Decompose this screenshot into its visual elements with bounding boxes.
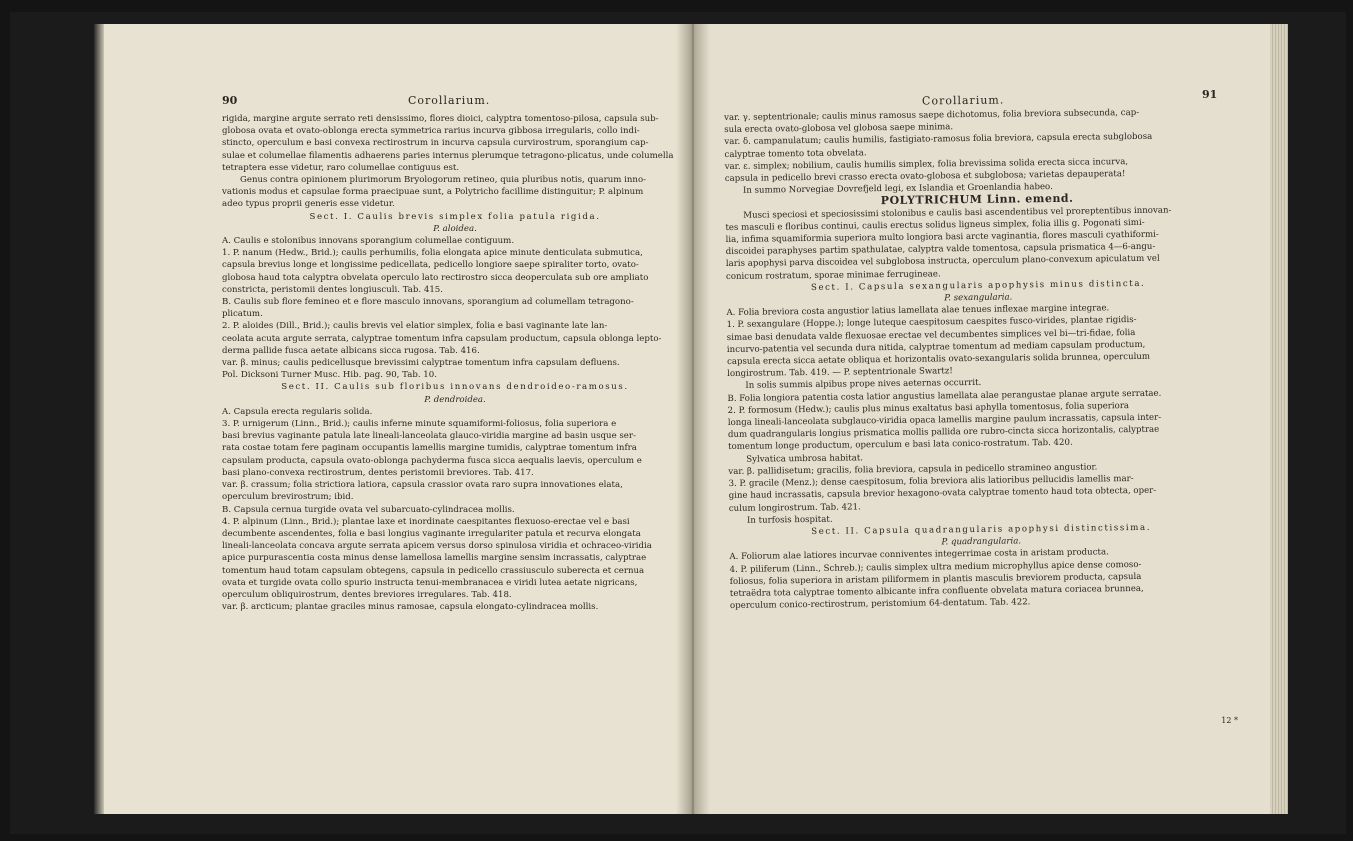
left-text-line: Sect. II. Caulis sub floribus innovans dendroideo-ramosus. — [281, 382, 629, 393]
right-page-number: 91 — [1202, 88, 1218, 101]
left-text-line: rigida, margine argute serrato reti densissimo, flores dioici, calyptra tomentoso-pilosa, capsula sub- — [222, 114, 659, 124]
right-running-head: Corollarium. — [921, 93, 1005, 108]
right-body-text — [724, 106, 1234, 612]
right-text-line: 4. P. piliferum (Linn., Schreb.); caulis simplex ultra medium microphyllus apice dense comoso- — [729, 559, 1142, 575]
right-text-line: A. Folia breviora costa angustior latius lamellata alae tenues inflexae margine integrae. — [726, 303, 1110, 319]
left-running-head: Corollarium. — [408, 94, 491, 107]
left-text-line: ovata et turgide ovata collo spurio instructa tenui-membranacea e viridi lutea aetate nigricans, — [222, 577, 638, 588]
right-text-line: incurvo-patentia vel secunda dura nitida, calyptrae tomentum ad mediam capsulam productum, — [726, 339, 1146, 355]
left-text-line: Genus contra opinionem plurimorum Bryologorum retineo, quia pluribus notis, quarum inno- — [240, 175, 647, 186]
left-text-line: operculum brevirostrum; ibid. — [222, 492, 354, 503]
right-text-line: gine haud incrassatis, capsula brevior hexagono-ovata calyptrae tomento haud tota obtecta, oper- — [728, 486, 1157, 502]
left-text-line: decumbente ascendentes, folia e basi longius vaginante irregulariter patula et recurva elongata — [222, 528, 641, 539]
left-text-line: B. Caulis sub flore femineo et e flore masculo innovans, sporangium ad columellam tetragono- — [222, 297, 634, 308]
right-text-line: A. Foliorum alae latiores incurvae conniventes integerrimae costa in aristam producta. — [729, 547, 1109, 563]
left-text-line: 1. P. nanum (Hedw., Brid.); caulis perhumilis, folia elongata apice minute denticulata submutica, — [222, 248, 643, 259]
right-text-line: longa lineali-lanceolata subglauco-viridia opaca lamellis margine paulum incrassatis, capsula inter- — [727, 412, 1162, 429]
right-page — [690, 24, 1270, 814]
left-text-line: constricta, peristomii dentes longiusculi. Tab. 415. — [222, 284, 444, 295]
right-text-line: 3. P. gracile (Menz.); dense caespitosum, folia breviora alis latioribus pellucidis lamellis mar- — [728, 474, 1134, 490]
right-text-line: tomentum longe productum, operculum e basi lata conico-rostratum. Tab. 420. — [728, 438, 1073, 453]
right-text-line: In summo Norvegiae Dovrefjeld legi, ex Islandia et Groenlandia habeo. — [742, 182, 1053, 196]
left-text-line: A. Caulis e stolonibus innovans sporangium columellae contiguum. — [222, 236, 515, 247]
right-text-line: capsula in pedicello brevi crasso erecta ovato-globosa et subglobosa; varietas depauperata! — [724, 169, 1126, 185]
right-text-line: P. sexangularia. — [944, 292, 1013, 304]
left-text-line: globosa haud tota calyptra obvelata operculo lato rectirostro sicca deoperculata sub ore ampliato — [222, 272, 649, 283]
right-text-line: var. β. pallidisetum; gracilis, folia breviora, capsula in pedicello stramineo angustior. — [728, 462, 1098, 477]
left-text-line: sulae et columellae filamentis adhaerens paries internus plerumque tetragono-plicatus, unde columella — [222, 150, 674, 161]
right-text-line: simae basi denudata valde flexuosae erectae vel decumbentes simplices vel bi—tri-fidae, folia — [726, 327, 1136, 343]
left-page-edge — [94, 24, 104, 814]
right-text-line: P. quadrangularia. — [941, 536, 1022, 548]
left-text-line: basi plano-convexa rectirostrum, dentes peristomii breviores. Tab. 417. — [222, 467, 534, 478]
right-text-line: culum longirostrum. Tab. 421. — [728, 501, 861, 514]
left-text-line: vationis modus et capsulae forma praecipuae sunt, a Polytricho facillime distinguitur; P. alpinum — [222, 187, 644, 198]
left-page — [104, 24, 690, 814]
right-text-line: Sect. I. Capsula sexangularis apophysis minus distincta. — [810, 278, 1146, 293]
left-text-line: 3. P. urnigerum (Linn., Brid.); caulis inferne minute squamiformi-foliosus, folia superiora e — [222, 419, 617, 430]
left-body-text — [222, 113, 688, 613]
right-text-line: laris apophysi parva discoidea vel subglobosa instructa, operculum plano-convexum apiculatum vel — [725, 254, 1160, 270]
right-text-line: Sect. II. Capsula quadrangularis apophysi distinctissima. — [811, 522, 1152, 537]
left-text-line: basi brevius vaginante patula late lineali-lanceolata glauco-viridia margine ad basin usque ser- — [222, 431, 636, 442]
left-text-line: var. β. arcticum; plantae graciles minus ramosae, capsula elongato-cylindracea mollis. — [222, 602, 599, 613]
right-text-line: B. Folia longiora patentia costa latior angustius lamellata alae perangustae planae argute serratae. — [727, 388, 1162, 404]
left-text-line: capsulam producta, capsula ovato-oblonga pachyderma fusca sicca aequalis laevis, operculum e — [222, 455, 642, 466]
left-text-line: tomentum haud totam capsulam obtegens, capsula in pedicello crassiusculo suberecta et cernua — [222, 565, 645, 576]
left-text-line: globosa ovata et ovato-oblonga erecta symmetrica rarius incurva gibbosa irregularis, collo indi- — [222, 126, 640, 137]
right-text-line: foliosus, folia superiora in aristam piliformem in plantis masculis breviorem producta, capsula — [729, 571, 1142, 587]
right-text-line: capsula erecta sicca aetate obliqua et horizontalis ovato-sexangularis solida brunnea, operculum — [726, 351, 1151, 368]
book-gutter — [676, 24, 710, 814]
left-text-line: ceolata acuta argute serrata, calyptrae tomentum infra capsulam productum, capsula oblonga lepto- — [222, 333, 662, 344]
right-text-line: In solis summis alpibus prope nives aeternas occurrit. — [745, 378, 982, 392]
right-text-line: lia, infima squamiformia superiora multo longiora basi arcte vaginantia, flores masculi cyathiformi- — [725, 229, 1159, 246]
right-text-line: dum quadrangularis longius prismatica mollis pallida ore rubro-cincta sicca horizontalis, calyptrae — [727, 424, 1160, 441]
right-text-line: sula erecta ovato-globosa vel globosa saepe minima. — [724, 122, 954, 136]
right-text-line: Sylvatica umbrosa habitat. — [746, 453, 864, 465]
left-text-line: tetraptera esse videtur, raro columellae contiguus est. — [222, 162, 460, 173]
left-text-line: A. Capsula erecta regularis solida. — [222, 406, 373, 417]
left-text-line: stincto, operculum e basi convexa rectirostrum in incurva capsula curvirostrum, sporangium cap- — [222, 138, 649, 149]
right-text-line: discoidei paraphyses partim spathulatae, calyptra valde tomentosa, capsula prismatica 4—6-angu- — [725, 241, 1156, 258]
signature-mark: 12 * — [1221, 716, 1238, 725]
left-text-line: Sect. I. Caulis brevis simplex folia patula rigida. — [309, 211, 601, 222]
right-text-line: var. γ. septentrionale; caulis minus ramosus saepe dichotomus, folia breviora subsecunda, cap- — [724, 107, 1140, 123]
right-text-line: 2. P. formosum (Hedw.); caulis plus minus exaltatus basi aphylla tomentosus, folia superiora — [727, 400, 1130, 416]
left-page-number: 90 — [222, 94, 238, 107]
right-text-line: POLYTRICHUM Linn. emend. — [880, 192, 1074, 208]
right-text-line: tes masculi e floribus continui, caulis erectus solidus ligneus simplex, folia illis g. Pogonati simi- — [725, 217, 1145, 233]
right-text-line: conicum rostratum, sporae minimae ferrugineae. — [725, 269, 941, 282]
right-text-line: In turfosis hospitat. — [746, 514, 833, 526]
left-text-line: P. aloidea. — [433, 223, 477, 234]
left-text-line: operculum obliquirostrum, dentes breviores irregulares. Tab. 418. — [222, 589, 512, 600]
left-text-line: lineali-lanceolata concava argute serrata apicem versus dorso spinulosa viridia et ochraceo-viridia — [222, 541, 652, 552]
right-page-edge — [1270, 24, 1288, 814]
left-text-line: rata costae totam fere paginam occupantis lamellis margine tumidis, calyptrae tomentum infra — [222, 443, 637, 454]
left-text-line: 4. P. alpinum (Linn., Brid.); plantae laxe et inordinate caespitantes flexuoso-erectae vel e basi — [222, 516, 630, 527]
left-text-line: B. Capsula cernua turgide ovata vel subarcuato-cylindracea mollis. — [222, 504, 515, 515]
right-text-line: var. δ. campanulatum; caulis humilis, fastigiato-ramosus folia breviora, capsula erecta subglobosa — [724, 132, 1153, 148]
left-text-line: capsula brevius longe et longissime pedicellata, pedicello longiore saepe spiraliter torto, ovato- — [222, 260, 639, 271]
left-text-line: var. β. crassum; folia strictiora latiora, capsula crassior ovata raro supra innovationes elata, — [222, 480, 623, 491]
right-text-line: operculum conico-rectirostrum, peristomium 64-dentatum. Tab. 422. — [729, 597, 1031, 612]
right-text-line: longirostrum. Tab. 419. — P. septentrionale Swartz! — [727, 366, 953, 380]
right-text-line: Musci speciosi et speciosissimi stolonibus e caulis basi ascendentibus vel proreptentibus innovan- — [743, 205, 1172, 221]
left-text-line: derma pallide fusca aetate albicans sicca rugosa. Tab. 416. — [222, 345, 480, 356]
left-text-line: var. β. minus; caulis pedicellusque brevissimi calyptrae tomentum infra capsulam defluens. — [222, 358, 620, 369]
left-text-line: P. dendroidea. — [424, 394, 486, 405]
left-text-line: Pol. Dicksoni Turner Musc. Hib. pag. 90, Tab. 10. — [222, 370, 437, 381]
left-text-line: apice purpurascentia costa minus dense lamellosa lamellis margine sensim incrassatis, calyptrae — [222, 553, 647, 564]
right-text-line: 1. P. sexangulare (Hoppe.); longe luteque caespitosum caespites fusco-virides, plantae rigidis- — [726, 315, 1137, 331]
right-text-line: calyptrae tomento tota obvelata. — [724, 147, 867, 160]
right-text-line: tetraëdra tota calyptrae tomento albicante infra confluente obvelata matura coriacea brunnea, — [729, 583, 1144, 599]
right-text-line: var. ε. simplex; nobilium, caulis humilis simplex, folia brevissima solida erecta sicca incurva, — [724, 156, 1129, 172]
left-text-line: 2. P. aloides (Dill., Brid.); caulis brevis vel elatior simplex, folia e basi vaginante late lan- — [222, 321, 608, 332]
left-text-line: adeo typus proprii generis esse videtur. — [222, 199, 395, 210]
left-text-line: plicatum. — [222, 309, 263, 320]
